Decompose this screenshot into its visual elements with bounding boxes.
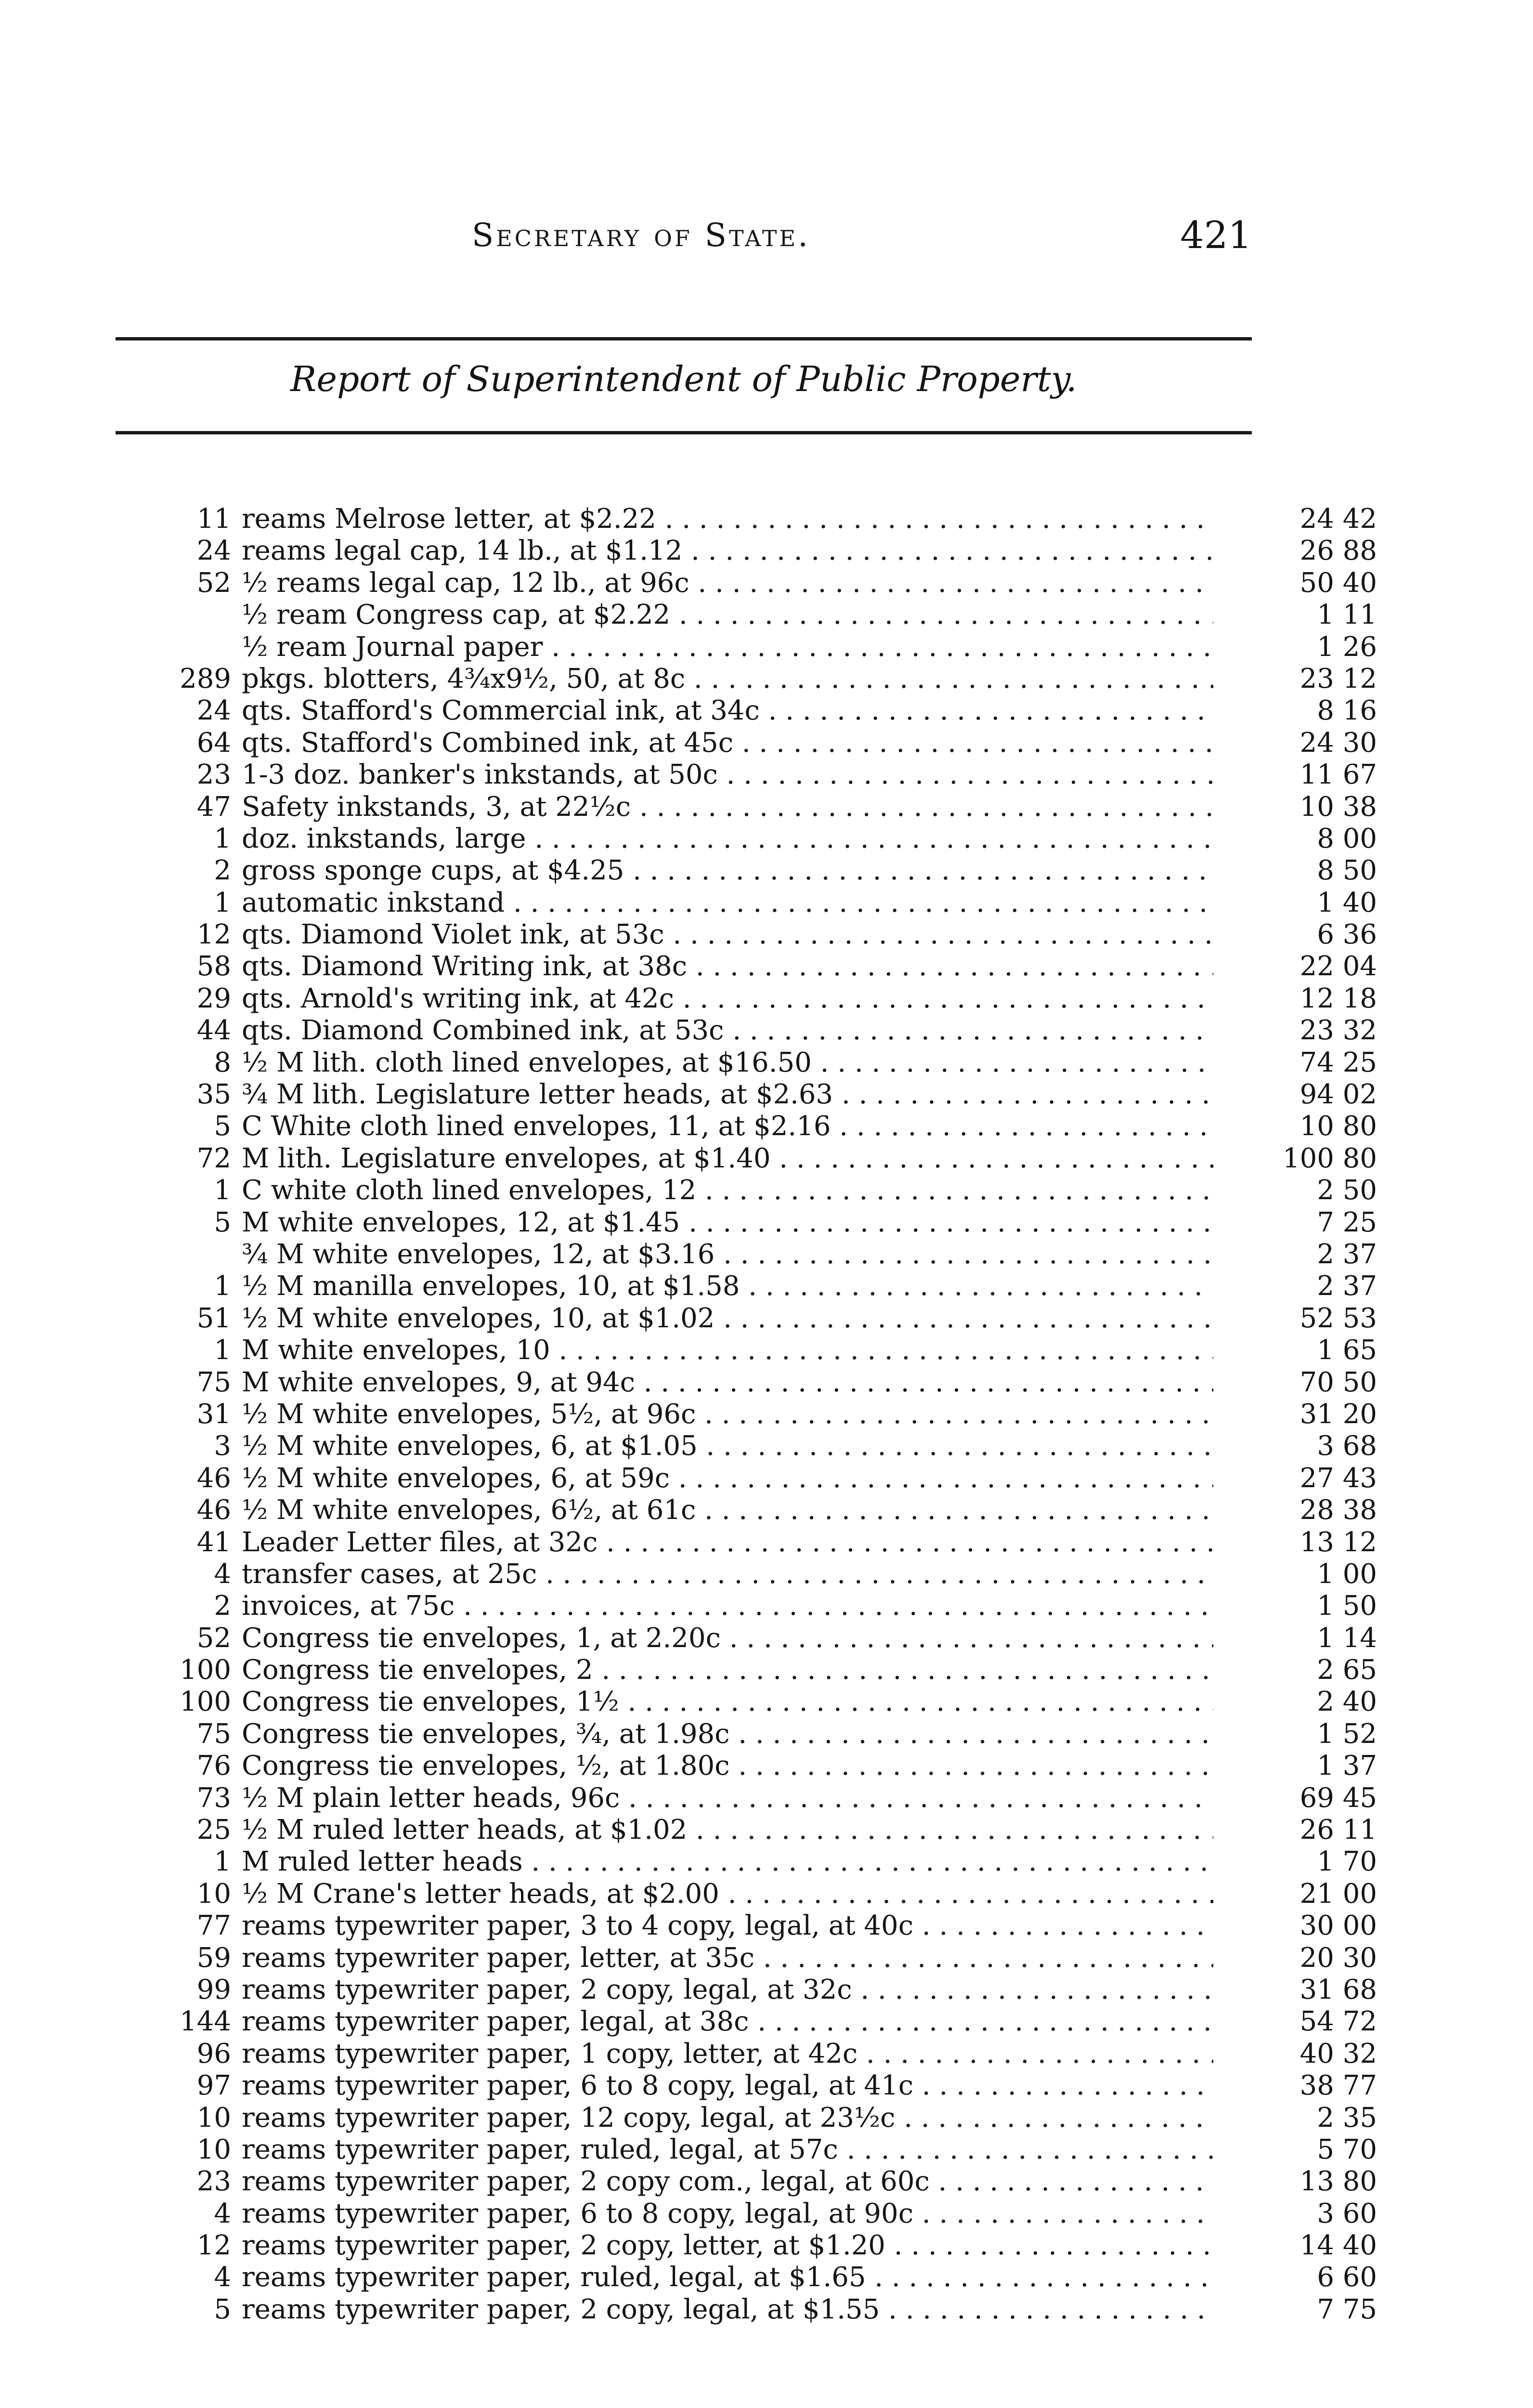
ledger-row [159, 1782, 1377, 1814]
ledger-row [159, 2070, 1377, 2102]
quantity-cell: 47 [196, 791, 231, 823]
description-cell: ½ M white envelopes, 5½, at 96c . . . [242, 1399, 1234, 1430]
amount-cell: 1 70 [1213, 1846, 1377, 1878]
description-cell: Leader Letter files, at 32c . . . [242, 1527, 1234, 1558]
description-cell: Congress tie envelopes, 1, at 2.20c . . . [242, 1623, 1234, 1654]
amount-cell: 1 65 [1213, 1335, 1377, 1366]
quantity-cell: 144 [180, 2006, 231, 2038]
quantity-cell: 5 [214, 1111, 231, 1142]
amount-cell: 3 68 [1213, 1430, 1377, 1462]
description-cell: reams typewriter paper, 12 copy, legal, at 23½c . . . [242, 2102, 1234, 2134]
amount-cell: 5 70 [1213, 2134, 1377, 2166]
ledger-row [159, 1206, 1377, 1239]
ledger-row [159, 1878, 1377, 1910]
description-cell: reams legal cap, 14 lb., at $1.12 . . . [242, 535, 1234, 567]
amount-cell: 2 37 [1213, 1270, 1377, 1302]
description-cell: reams typewriter paper, 6 to 8 copy, legal, at 90c . . . [242, 2198, 1234, 2230]
amount-cell: 7 25 [1213, 1207, 1377, 1239]
amount-cell: 10 80 [1213, 1111, 1377, 1142]
amount-cell: 28 38 [1213, 1494, 1377, 1526]
quantity-cell: 2 [214, 855, 231, 887]
quantity-cell: 35 [196, 1079, 231, 1111]
amount-cell: 12 18 [1213, 983, 1377, 1015]
ledger-row [159, 663, 1377, 695]
amount-cell: 22 04 [1213, 951, 1377, 982]
quantity-cell: 96 [196, 2038, 231, 2069]
ledger-row [159, 1622, 1377, 1654]
ledger-row [159, 2102, 1377, 2134]
description-cell: ½ M manilla envelopes, 10, at $1.58 . . . [242, 1270, 1234, 1302]
ledger-row [159, 1974, 1377, 2006]
quantity-cell: 64 [196, 727, 231, 759]
amount-cell: 74 25 [1213, 1047, 1377, 1079]
ledger-row [159, 1654, 1377, 1686]
top-rule [116, 337, 1252, 340]
ledger-row [159, 1175, 1377, 1206]
ledger-row [159, 1686, 1377, 1718]
ledger-row [159, 1238, 1377, 1270]
description-cell: C white cloth lined envelopes, 12 . . . [242, 1175, 1234, 1206]
quantity-cell: 52 [196, 1622, 231, 1654]
amount-cell: 13 80 [1213, 2166, 1377, 2198]
description-cell: Congress tie envelopes, 2 . . . [242, 1654, 1234, 1686]
description-cell: qts. Diamond Violet ink, at 53c . . . [242, 919, 1234, 951]
amount-cell: 6 60 [1213, 2262, 1377, 2293]
description-cell: reams typewriter paper, 2 copy com., legal, at 60c . . . [242, 2166, 1234, 2198]
amount-cell: 69 45 [1213, 1782, 1377, 1814]
description-cell: qts. Stafford's Commercial ink, at 34c . . . [242, 695, 1234, 727]
quantity-cell: 5 [214, 1206, 231, 1238]
amount-cell: 11 67 [1213, 759, 1377, 791]
ledger-row [159, 695, 1377, 727]
quantity-cell: 11 [196, 503, 231, 535]
description-cell: M white envelopes, 10 . . . [242, 1335, 1234, 1366]
amount-cell: 26 11 [1213, 1814, 1377, 1846]
description-cell: reams typewriter paper, 1 copy, letter, at 42c . . . [242, 2038, 1234, 2070]
quantity-cell: 1 [214, 1846, 231, 1878]
quantity-cell: 72 [196, 1142, 231, 1174]
amount-cell: 1 52 [1213, 1718, 1377, 1750]
quantity-cell: 1 [214, 1335, 231, 1366]
ledger-row [159, 791, 1377, 823]
description-cell: doz. inkstands, large . . . [242, 823, 1234, 855]
description-cell: C White cloth lined envelopes, 11, at $2.16 . . . [242, 1111, 1234, 1142]
ledger-row [159, 1270, 1377, 1302]
description-cell: reams typewriter paper, 2 copy, legal, at 32c . . . [242, 1974, 1234, 2006]
quantity-cell: 24 [196, 535, 231, 567]
ledger-row [159, 1335, 1377, 1366]
amount-cell: 38 77 [1213, 2070, 1377, 2102]
description-cell: ½ M Crane's letter heads, at $2.00 . . . [242, 1878, 1234, 1910]
amount-cell: 54 72 [1213, 2006, 1377, 2038]
amount-cell: 2 37 [1213, 1239, 1377, 1270]
ledger-row [159, 1015, 1377, 1047]
amount-cell: 1 37 [1213, 1750, 1377, 1782]
quantity-cell: 10 [196, 1878, 231, 1910]
ledger-row [159, 1846, 1377, 1878]
description-cell: ¾ M white envelopes, 12, at $3.16 . . . [242, 1239, 1234, 1270]
description-cell: qts. Diamond Writing ink, at 38c . . . [242, 951, 1234, 982]
amount-cell: 94 02 [1213, 1079, 1377, 1111]
description-cell: reams typewriter paper, ruled, legal, at 57c . . . [242, 2134, 1234, 2166]
description-cell: M white envelopes, 12, at $1.45 . . . [242, 1207, 1234, 1239]
amount-cell: 14 40 [1213, 2230, 1377, 2262]
quantity-cell: 10 [196, 2133, 231, 2165]
ledger-row [159, 1814, 1377, 1846]
amount-cell: 26 88 [1213, 535, 1377, 567]
ledger-row [159, 1718, 1377, 1750]
ledger-row [159, 951, 1377, 982]
quantity-cell: 12 [196, 919, 231, 951]
description-cell: Congress tie envelopes, ¾, at 1.98c . . . [242, 1718, 1234, 1750]
ledger-row [159, 2262, 1377, 2293]
quantity-cell: 4 [214, 2198, 231, 2229]
running-title: Secretary of State. [472, 217, 811, 254]
amount-cell: 1 11 [1213, 599, 1377, 631]
amount-cell: 1 26 [1213, 631, 1377, 663]
quantity-cell: 8 [214, 1047, 231, 1078]
amount-cell: 40 32 [1213, 2038, 1377, 2070]
quantity-cell: 58 [196, 951, 231, 982]
description-cell: reams typewriter paper, 2 copy, letter, at $1.20 . . . [242, 2230, 1234, 2262]
ledger-row [159, 1462, 1377, 1494]
description-cell: Congress tie envelopes, 1½ . . . [242, 1686, 1234, 1718]
description-cell: reams typewriter paper, legal, at 38c . . . [242, 2006, 1234, 2038]
description-cell: ½ M plain letter heads, 96c . . . [242, 1782, 1234, 1814]
amount-cell: 52 53 [1213, 1303, 1377, 1335]
quantity-cell: 52 [196, 567, 231, 599]
ledger-row [159, 2166, 1377, 2198]
quantity-cell: 73 [196, 1782, 231, 1814]
ledger-row [159, 1047, 1377, 1079]
quantity-cell: 5 [214, 2293, 231, 2325]
description-cell: qts. Diamond Combined ink, at 53c . . . [242, 1015, 1234, 1047]
amount-cell: 2 40 [1213, 1686, 1377, 1718]
amount-cell: 1 14 [1213, 1623, 1377, 1654]
amount-cell: 27 43 [1213, 1463, 1377, 1494]
quantity-cell: 51 [196, 1302, 231, 1334]
description-cell: pkgs. blotters, 4¾x9½, 50, at 8c . . . [242, 663, 1234, 695]
amount-cell: 1 50 [1213, 1590, 1377, 1622]
quantity-cell: 76 [196, 1750, 231, 1782]
amount-cell: 31 68 [1213, 1974, 1377, 2006]
quantity-cell: 289 [180, 663, 231, 694]
amount-cell: 2 35 [1213, 2102, 1377, 2134]
description-cell: reams typewriter paper, 6 to 8 copy, legal, at 41c . . . [242, 2070, 1234, 2102]
description-cell: ½ M white envelopes, 10, at $1.02 . . . [242, 1303, 1234, 1335]
amount-cell: 100 80 [1213, 1143, 1377, 1175]
quantity-cell: 46 [196, 1462, 231, 1494]
ledger-row [159, 1558, 1377, 1590]
amount-cell: 23 32 [1213, 1015, 1377, 1047]
ledger-row [159, 503, 1377, 535]
description-cell: reams typewriter paper, ruled, legal, at $1.65 . . . [242, 2262, 1234, 2293]
quantity-cell: 46 [196, 1494, 231, 1526]
ledger-row [159, 1302, 1377, 1335]
quantity-cell: 1 [214, 1270, 231, 1302]
amount-cell: 1 00 [1213, 1558, 1377, 1590]
ledger-row [159, 631, 1377, 663]
ledger-row [159, 1366, 1377, 1399]
amount-cell: 30 00 [1213, 1910, 1377, 1942]
page-number: 421 [1180, 214, 1252, 257]
amount-cell: 23 12 [1213, 663, 1377, 695]
amount-cell: 2 65 [1213, 1654, 1377, 1686]
quantity-cell: 1 [214, 887, 231, 918]
quantity-cell: 41 [196, 1526, 231, 1558]
description-cell: Congress tie envelopes, ½, at 1.80c . . . [242, 1750, 1234, 1782]
amount-cell: 1 40 [1213, 887, 1377, 919]
quantity-cell: 97 [196, 2070, 231, 2102]
ledger-row [159, 2038, 1377, 2070]
amount-cell: 8 50 [1213, 855, 1377, 887]
quantity-cell: 59 [196, 1942, 231, 1974]
quantity-cell: 3 [214, 1430, 231, 1462]
ledger-row [159, 1079, 1377, 1111]
amount-cell: 24 42 [1213, 503, 1377, 535]
ledger-row [159, 2133, 1377, 2166]
amount-cell: 20 30 [1213, 1942, 1377, 1974]
amount-cell: 7 75 [1213, 2294, 1377, 2326]
quantity-cell: 1 [214, 823, 231, 854]
ledger-row [159, 1430, 1377, 1462]
ledger-row [159, 2293, 1377, 2326]
description-cell: ½ M white envelopes, 6, at $1.05 . . . [242, 1430, 1234, 1462]
quantity-cell: 75 [196, 1366, 231, 1398]
description-cell: transfer cases, at 25c . . . [242, 1558, 1234, 1590]
quantity-cell: 12 [196, 2230, 231, 2262]
ledger-row [159, 759, 1377, 791]
description-cell: reams typewriter paper, 2 copy, legal, at $1.55 . . . [242, 2294, 1234, 2326]
ledger-table [159, 503, 1377, 2326]
quantity-cell: 77 [196, 1910, 231, 1942]
amount-cell: 31 20 [1213, 1399, 1377, 1430]
ledger-row [159, 1142, 1377, 1175]
quantity-cell: 100 [180, 1654, 231, 1686]
ledger-row [159, 1111, 1377, 1142]
ledger-row [159, 599, 1377, 631]
ledger-row [159, 1910, 1377, 1942]
description-cell: invoices, at 75c . . . [242, 1590, 1234, 1622]
description-cell: M ruled letter heads . . . [242, 1846, 1234, 1878]
ledger-row [159, 2198, 1377, 2230]
ledger-row [159, 2006, 1377, 2038]
amount-cell: 10 38 [1213, 791, 1377, 823]
amount-cell: 21 00 [1213, 1878, 1377, 1910]
ledger-row [159, 727, 1377, 759]
description-cell: 1-3 doz. banker's inkstands, at 50c . . . [242, 759, 1234, 791]
description-cell: ½ reams legal cap, 12 lb., at 96c . . . [242, 567, 1234, 599]
description-cell: M white envelopes, 9, at 94c . . . [242, 1367, 1234, 1399]
description-cell: qts. Arnold's writing ink, at 42c . . . [242, 983, 1234, 1015]
ledger-row [159, 823, 1377, 855]
quantity-cell: 29 [196, 982, 231, 1014]
description-cell: automatic inkstand . . . [242, 887, 1234, 919]
section-title: Report of Superintendent of Public Property. [290, 359, 1077, 399]
amount-cell: 8 00 [1213, 823, 1377, 855]
quantity-cell: 44 [196, 1015, 231, 1047]
ledger-row [159, 567, 1377, 599]
description-cell: ½ ream Journal paper . . . [242, 631, 1234, 663]
quantity-cell: 2 [214, 1590, 231, 1622]
ledger-row [159, 855, 1377, 887]
description-cell: ½ M white envelopes, 6½, at 61c . . . [242, 1494, 1234, 1526]
quantity-cell: 23 [196, 759, 231, 791]
quantity-cell: 99 [196, 1974, 231, 2005]
quantity-cell: 31 [196, 1398, 231, 1430]
ledger-row [159, 1590, 1377, 1622]
description-cell: Safety inkstands, 3, at 22½c . . . [242, 791, 1234, 823]
ledger-row [159, 1526, 1377, 1558]
ledger-row [159, 535, 1377, 567]
quantity-cell: 23 [196, 2166, 231, 2198]
description-cell: M lith. Legislature envelopes, at $1.40 . . . [242, 1143, 1234, 1175]
ledger-row [159, 1942, 1377, 1974]
page-header [116, 207, 1252, 270]
description-cell: reams Melrose letter, at $2.22 . . . [242, 503, 1234, 535]
quantity-cell: 100 [180, 1686, 231, 1718]
amount-cell: 2 50 [1213, 1175, 1377, 1206]
description-cell: reams typewriter paper, letter, at 35c . . . [242, 1942, 1234, 1974]
description-cell: ½ ream Congress cap, at $2.22 . . . [242, 599, 1234, 631]
description-cell: gross sponge cups, at $4.25 . . . [242, 855, 1234, 887]
ledger-row [159, 919, 1377, 951]
amount-cell: 3 60 [1213, 2198, 1377, 2230]
amount-cell: 8 16 [1213, 695, 1377, 727]
quantity-cell: 75 [196, 1718, 231, 1750]
amount-cell: 6 36 [1213, 919, 1377, 951]
ledger-row [159, 1398, 1377, 1430]
description-cell: reams typewriter paper, 3 to 4 copy, legal, at 40c . . . [242, 1910, 1234, 1942]
description-cell: ½ M lith. cloth lined envelopes, at $16.50 . . . [242, 1047, 1234, 1079]
ledger-row [159, 2230, 1377, 2262]
ledger-row [159, 1494, 1377, 1526]
amount-cell: 70 50 [1213, 1367, 1377, 1399]
ledger-row [159, 887, 1377, 919]
ledger-row [159, 982, 1377, 1015]
bottom-rule [116, 431, 1252, 434]
amount-cell: 50 40 [1213, 567, 1377, 599]
quantity-cell: 24 [196, 695, 231, 727]
quantity-cell: 4 [214, 1558, 231, 1590]
ledger-row [159, 1750, 1377, 1782]
description-cell: ¾ M lith. Legislature letter heads, at $2.63 . . . [242, 1079, 1234, 1111]
description-cell: qts. Stafford's Combined ink, at 45c . . . [242, 727, 1234, 759]
amount-cell: 13 12 [1213, 1527, 1377, 1558]
description-cell: ½ M white envelopes, 6, at 59c . . . [242, 1463, 1234, 1494]
quantity-cell: 10 [196, 2102, 231, 2133]
quantity-cell: 4 [214, 2262, 231, 2293]
quantity-cell: 1 [214, 1175, 231, 1206]
description-cell: ½ M ruled letter heads, at $1.02 . . . [242, 1814, 1234, 1846]
amount-cell: 24 30 [1213, 727, 1377, 759]
quantity-cell: 25 [196, 1814, 231, 1846]
